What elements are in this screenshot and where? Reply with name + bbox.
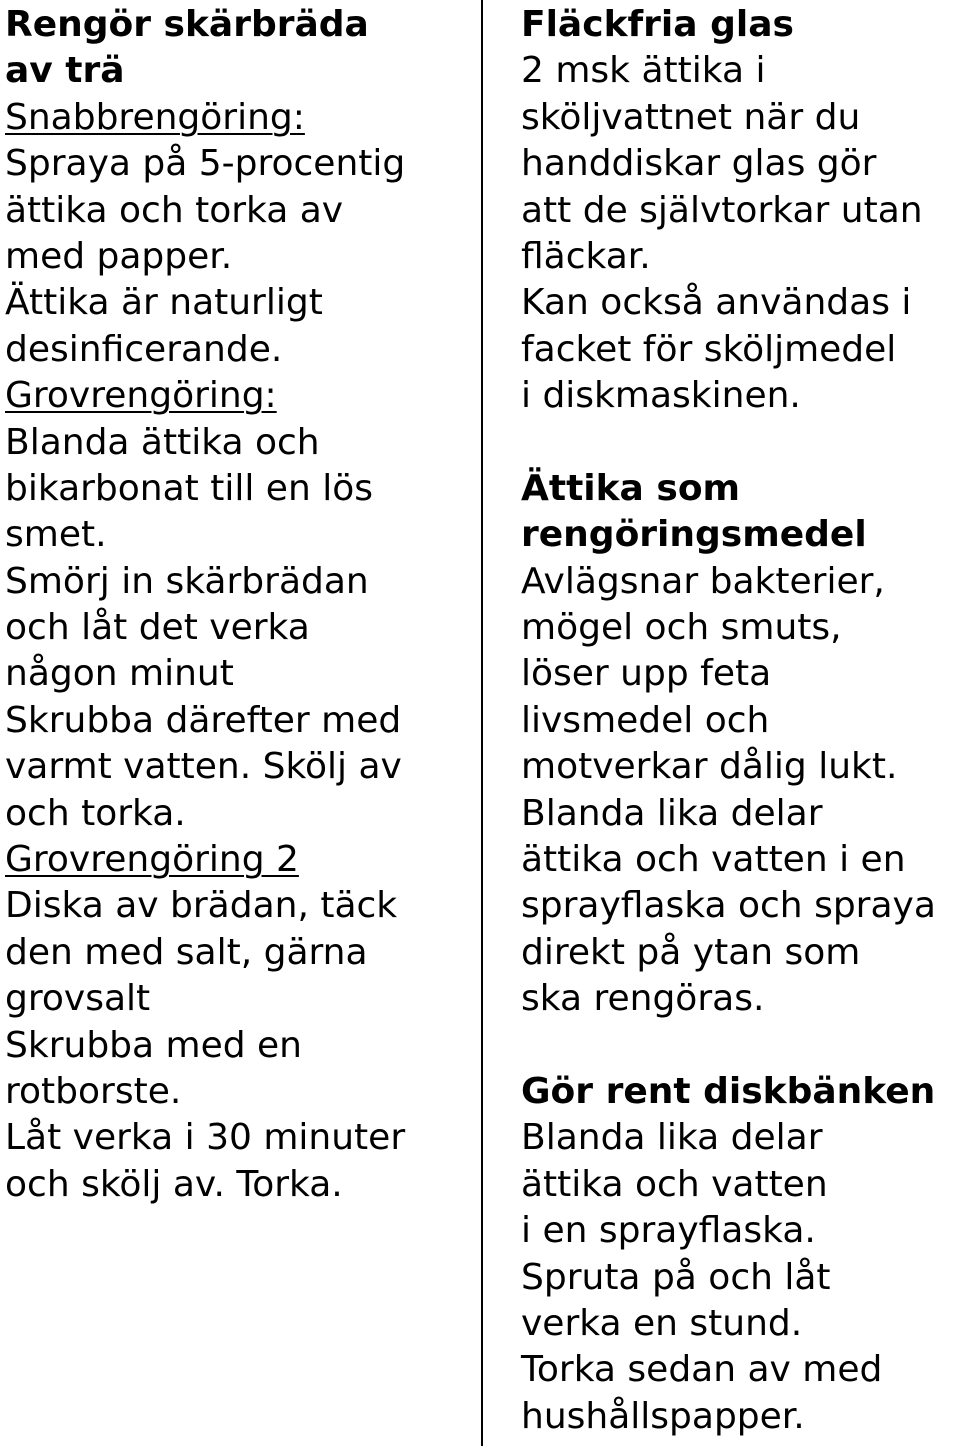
vinegar-cleaner-heading-line-2: rengöringsmedel [521,514,867,556]
quick-clean-text-line: ättika och torka av [5,189,344,231]
spotless-glass-text-line: facket för sköljmedel [521,328,897,370]
cutting-board-title-line-2: av trä [5,50,125,92]
coarse-clean-2-text-line: Diska av brädan, täck [5,885,398,927]
coarse-clean-text-line: någon minut [5,653,234,695]
coarse-clean-2-heading: Grovrengöring 2 [5,839,299,881]
vinegar-cleaner-text-line: livsmedel och [521,699,770,741]
vinegar-cleaner-text-line: motverkar dålig lukt. [521,746,898,788]
sink-cleaning-text-line: i en sprayflaska. [521,1210,816,1252]
coarse-clean-text-line: varmt vatten. Skölj av [5,746,402,788]
vinegar-cleaner-text-line: direkt på ytan som [521,931,861,973]
vinegar-cleaner-text-line: Blanda lika delar [521,792,823,834]
sink-cleaning-heading: Gör rent diskbänken [521,1070,936,1112]
vinegar-cleaner-text-line: sprayflaska och spraya [521,885,936,927]
vinegar-cleaner-text-line: mögel och smuts, [521,607,842,649]
quick-clean-text-line: Ättika är naturligt [5,282,323,324]
coarse-clean-text-line: och torka. [5,792,186,834]
coarse-clean-text-line: bikarbonat till en lös [5,467,373,509]
vinegar-cleaner-text-line: ska rengöras. [521,978,765,1020]
coarse-clean-2-text-line: den med salt, gärna [5,931,368,973]
spotless-glass-text-line: sköljvattnet när du [521,96,861,138]
sink-cleaning-text-line: ättika och vatten [521,1163,828,1205]
quick-clean-text-line: med papper. [5,235,233,277]
sink-cleaning-text-line: Torka sedan av med [521,1349,883,1391]
column-divider [481,0,483,1446]
coarse-clean-text-line: smet. [5,514,107,556]
coarse-clean-2-text-line: grovsalt [5,978,151,1020]
quick-clean-text-line: desinficerande. [5,328,283,370]
spotless-glass-text-line: 2 msk ättika i [521,50,766,92]
coarse-clean-text-line: Blanda ättika och [5,421,320,463]
sink-cleaning-text-line: verka en stund. [521,1302,803,1344]
spotless-glass-text-line: Kan också användas i [521,282,912,324]
coarse-clean-text-line: Skrubba därefter med [5,699,402,741]
quick-clean-text-line: Spraya på 5-procentig [5,143,406,185]
sink-cleaning-text-line: Spruta på och låt [521,1256,831,1298]
coarse-clean-text-line: Smörj in skärbrädan [5,560,369,602]
spotless-glass-text-line: fläckar. [521,235,651,277]
sink-cleaning-text-line: Blanda lika delar [521,1117,823,1159]
section-spacer [521,1023,960,1069]
spotless-glass-text-line: i diskmaskinen. [521,375,801,417]
coarse-clean-2-text-line: och skölj av. Torka. [5,1163,343,1205]
spotless-glass-text-line: att de självtorkar utan [521,189,923,231]
cutting-board-title-line-1: Rengör skärbräda [5,4,369,45]
left-column [5,2,465,1208]
vinegar-cleaner-heading-line-1: Ättika som [521,467,741,509]
spotless-glass-heading: Fläckfria glas [521,4,794,45]
section-spacer [521,420,960,466]
coarse-clean-text-line: och låt det verka [5,607,310,649]
vinegar-cleaner-text-line: Avlägsnar bakterier, [521,560,885,602]
quick-clean-heading: Snabbrengöring: [5,96,305,138]
right-column [521,2,960,1440]
spotless-glass-text-line: handdiskar glas gör [521,143,877,185]
coarse-clean-2-text-line: Skrubba med en [5,1024,302,1066]
vinegar-cleaner-text-line: ättika och vatten i en [521,839,906,881]
vinegar-cleaner-text-line: löser upp feta [521,653,772,695]
coarse-clean-2-text-line: rotborste. [5,1070,182,1112]
coarse-clean-2-text-line: Låt verka i 30 minuter [5,1117,406,1159]
coarse-clean-heading: Grovrengöring: [5,375,277,417]
sink-cleaning-text-line: hushållspapper. [521,1395,805,1437]
